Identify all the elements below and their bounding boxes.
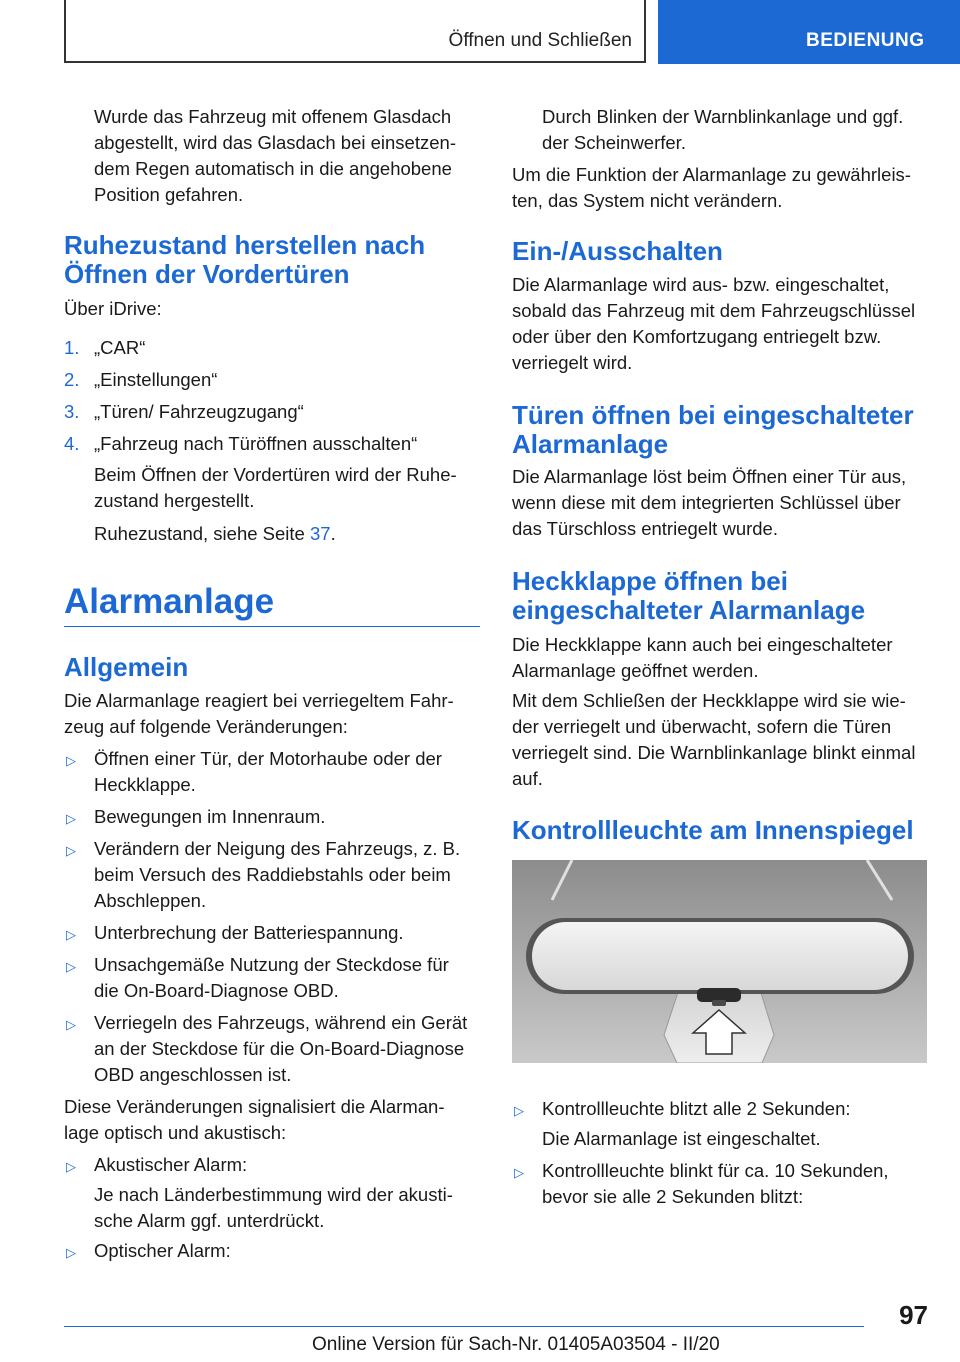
bullet-item: Öffnen einer Tür, der Motorhaube oder der Heckklappe. xyxy=(94,748,442,795)
step-text: „Türen/ Fahrzeugzugang“ xyxy=(94,401,304,422)
step-text: „CAR“ xyxy=(94,337,146,358)
step-number: 1. xyxy=(64,337,80,358)
page-number: 97 xyxy=(899,1300,928,1330)
step-text: „Fahrzeug nach Türöffnen ausschalten“ xyxy=(94,433,418,454)
section-tab xyxy=(64,0,646,63)
triangle-bullet-icon: ▷ xyxy=(66,753,76,768)
chapter-title: BEDIENUNG xyxy=(806,30,925,51)
rearview-mirror-image xyxy=(512,860,927,1063)
bullet-item: Verändern der Neigung des Fahrzeugs, z. B. beim Versuch des Raddiebstahls oder beim Abschleppen. xyxy=(94,838,461,911)
triangle-bullet-icon: ▷ xyxy=(514,1165,524,1180)
blitzt-bullet: Kontrollleuchte blitzt alle 2 Sekunden: xyxy=(542,1098,851,1119)
triangle-bullet-icon: ▷ xyxy=(66,1159,76,1174)
optical-alarm-label: Optischer Alarm: xyxy=(94,1240,231,1261)
step-number: 4. xyxy=(64,433,80,454)
optical-alarm-description: Durch Blinken der Warnblinkanlage und ggf. der Scheinwerfer. xyxy=(542,106,904,153)
ruhezustand-heading: Ruhezustand herstellen nach Öffnen der Vordertüren xyxy=(64,230,426,289)
triangle-bullet-icon: ▷ xyxy=(66,1245,76,1260)
acoustic-alarm-label: Akustischer Alarm: xyxy=(94,1154,248,1175)
triangle-bullet-icon: ▷ xyxy=(66,927,76,942)
blitzt-description: Die Alarmanlage ist eingeschaltet. xyxy=(542,1128,821,1149)
acoustic-alarm-description: Je nach Länderbestimmung wird der akusti- sche Alarm ggf. unterdrückt. xyxy=(94,1184,453,1231)
ein-aus-paragraph: Die Alarmanlage wird aus- bzw. eingeschaltet, sobald das Fahrzeug mit dem Fahrzeugschlüssel oder über den Komfortzugang entriegelt bzw. verriegelt wird. xyxy=(512,274,916,373)
step-text: „Einstellungen“ xyxy=(94,369,218,390)
page-link[interactable]: 37 xyxy=(309,523,331,544)
signal-paragraph: Diese Veränderungen signalisiert die Alarman- lage optisch und akustisch: xyxy=(64,1096,445,1143)
heckklappe-paragraph-1: Die Heckklappe kann auch bei eingeschalteter Alarmanlage geöffnet werden. xyxy=(512,634,893,681)
section-title: Öffnen und Schließen xyxy=(448,30,632,51)
blinkt-bullet: Kontrollleuchte blinkt für ca. 10 Sekunden, bevor sie alle 2 Sekunden blitzt: xyxy=(542,1160,889,1207)
triangle-bullet-icon: ▷ xyxy=(66,959,76,974)
heckklappe-paragraph-2: Mit dem Schließen der Heckklappe wird sie wie- der verriegelt und überwacht, sofern die Türen verriegelt sind. Die Warnblinkanlage blinkt einmal auf. xyxy=(512,690,916,789)
bullet-item: Bewegungen im Innenraum. xyxy=(94,806,326,827)
footer-text: Online Version für Sach-Nr. 01405A03504 - II/20 xyxy=(312,1334,720,1355)
intro-paragraph: Wurde das Fahrzeug mit offenem Glasdach abgestellt, wird das Glasdach bei einsetzen- dem Regen automatisch in die angehobene Position gefahren. xyxy=(94,106,456,205)
tueren-heading: Türen öffnen bei eingeschalteter Alarmanlage xyxy=(512,400,914,459)
chapter-tab xyxy=(658,0,960,64)
triangle-bullet-icon: ▷ xyxy=(66,843,76,858)
kontrollleuchte-heading: Kontrollleuchte am Innenspiegel xyxy=(512,815,914,845)
main-heading: Alarmanlage xyxy=(64,582,275,621)
tueren-paragraph: Die Alarmanlage löst beim Öffnen einer Tür aus, wenn diese mit dem integrierten Schlüssel über das Türschloss entriegelt wurde. xyxy=(512,466,907,539)
triangle-bullet-icon: ▷ xyxy=(66,811,76,826)
page-header xyxy=(0,0,960,66)
triangle-bullet-icon: ▷ xyxy=(514,1103,524,1118)
see-page-reference: Ruhezustand, siehe Seite 37. xyxy=(94,523,336,544)
triangle-bullet-icon: ▷ xyxy=(66,1017,76,1032)
step4-description: Beim Öffnen der Vordertüren wird der Ruhe- zustand hergestellt. xyxy=(94,464,457,511)
heckklappe-heading: Heckklappe öffnen bei eingeschalteter Alarmanlage xyxy=(512,566,866,625)
idrive-intro: Über iDrive: xyxy=(64,298,162,319)
function-paragraph: Um die Funktion der Alarmanlage zu gewährleis- ten, das System nicht verändern. xyxy=(512,164,911,211)
allgemein-paragraph: Die Alarmanlage reagiert bei verriegeltem Fahr- zeug auf folgende Veränderungen: xyxy=(64,690,454,737)
ein-aus-heading: Ein-/Ausschalten xyxy=(512,236,723,266)
bullet-item: Unsachgemäße Nutzung der Steckdose für die On-Board-Diagnose OBD. xyxy=(94,954,449,1001)
bullet-item: Verriegeln des Fahrzeugs, während ein Gerät an der Steckdose für die On-Board-Diagnose OBD angeschlossen ist. xyxy=(94,1012,468,1085)
footer-rule xyxy=(64,1326,864,1327)
step-number: 3. xyxy=(64,401,80,422)
bullet-item: Unterbrechung der Batteriespannung. xyxy=(94,922,404,943)
allgemein-heading: Allgemein xyxy=(64,652,189,682)
step-number: 2. xyxy=(64,369,80,390)
heading-rule xyxy=(64,626,480,627)
